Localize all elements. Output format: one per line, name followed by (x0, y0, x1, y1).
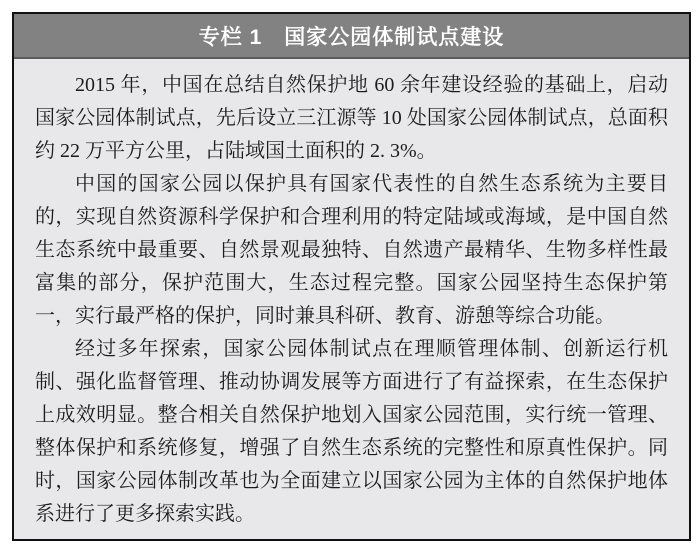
paragraph-3: 经过多年探索，国家公园体制试点在理顺管理体制、创新运行机制、强化监督管理、推动协调发展等方面进行了有益探索，在生态保护上成效明显。整合相关自然保护地划入国家公园范围，实行统一管理、整体保护和系统修复，增强了自然生态系统的完整性和原真性保护。同时，国家公园体制改革也为全面建立以国家公园为主体的自然保护地体系进行了更多探索实践。 (35, 338, 668, 525)
column-box (12, 12, 691, 541)
column-header (14, 14, 689, 59)
paragraph-1: 2015 年，中国在总结自然保护地 60 余年建设经验的基础上，启动国家公园体制试点，先后设立三江源等 10 处国家公园体制试点，总面积约 22 万平方公里，占陆域国土面积的 2. 3%。 (35, 74, 668, 162)
column-body (14, 59, 689, 531)
paragraph-2: 中国的国家公园以保护具有国家代表性的自然生态系统为主要目的，实现自然资源科学保护和合理利用的特定陆域或海域，是中国自然生态系统中最重要、自然景观最独特、自然遗产最精华、生物多样性最富集的部分，保护范围大，生态过程完整。国家公园坚持生态保护第一，实行最严格的保护，同时兼具科研、教育、游憩等综合功能。 (35, 173, 668, 327)
column-title: 专栏 1 国家公园体制试点建设 (198, 25, 505, 49)
